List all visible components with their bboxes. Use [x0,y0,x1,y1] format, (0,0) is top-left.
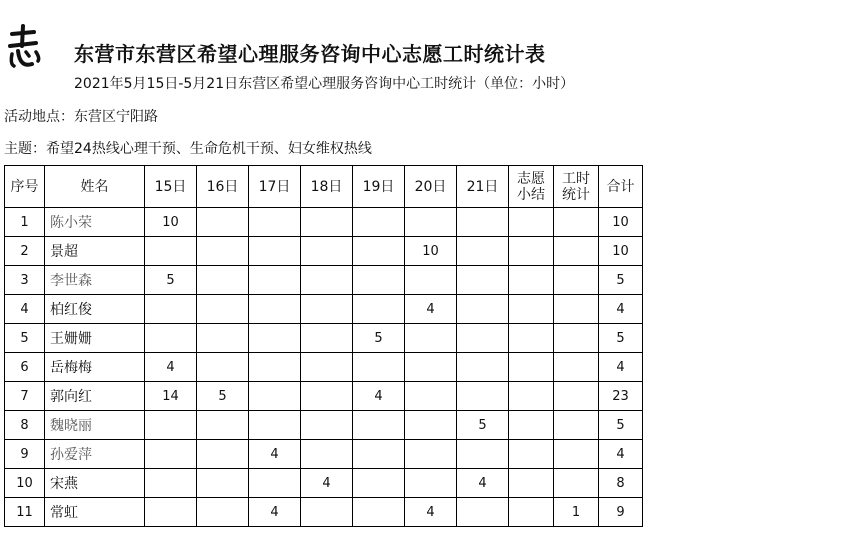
row-total-cell: 4 [599,295,643,324]
hours-18-cell [301,411,353,440]
header-label: 20日 [414,178,447,195]
activity-location: 活动地点：东营区宁阳路 [4,109,158,125]
hours-18-cell [301,498,353,527]
volunteer-name-cell: 魏晓丽 [45,411,145,440]
volunteer-name-cell: 宋燕 [45,469,145,498]
hours-18-cell [301,208,353,237]
row-total-cell: 10 [599,237,643,266]
hours-16-cell [197,469,249,498]
header-col-19 [353,166,405,208]
activity-theme: 主题：希望24热线心理干预、生命危机干预、妇女维权热线 [4,141,372,157]
hours-19-cell [353,498,405,527]
row-index-cell: 9 [5,440,45,469]
volunteer-summary-cell [509,324,554,353]
header-label: 21日 [466,178,499,195]
hours-16-cell [197,295,249,324]
hours-19-cell: 4 [353,382,405,411]
hours-21-cell: 4 [457,469,509,498]
hour-stat-cell [554,237,599,266]
hours-19-cell [353,469,405,498]
hours-17-cell [249,411,301,440]
hours-19-cell [353,440,405,469]
row-index-cell: 8 [5,411,45,440]
header-col-15 [145,166,197,208]
row-index-cell: 1 [5,208,45,237]
hours-15-cell [145,411,197,440]
table-row [5,469,643,498]
hours-17-cell [249,353,301,382]
hours-15-cell: 5 [145,266,197,295]
hours-18-cell [301,295,353,324]
hours-16-cell [197,208,249,237]
header-label: 18日 [310,178,343,195]
table-row [5,411,643,440]
row-index-cell: 11 [5,498,45,527]
hours-21-cell [457,440,509,469]
hours-20-cell [405,266,457,295]
header-col-name [45,166,145,208]
header-col-hours [554,166,599,208]
header-col-17 [249,166,301,208]
hours-15-cell [145,324,197,353]
hours-16-cell [197,237,249,266]
header-label: 16日 [206,178,239,195]
hours-18-cell [301,440,353,469]
hour-stat-cell [554,324,599,353]
table-row [5,440,643,469]
volunteer-name-cell: 柏红俊 [45,295,145,324]
hours-17-cell [249,469,301,498]
hours-20-cell [405,440,457,469]
hours-21-cell [457,324,509,353]
hour-stat-cell [554,208,599,237]
hours-20-cell [405,353,457,382]
hour-stat-cell: 1 [554,498,599,527]
hours-19-cell [353,411,405,440]
header-label: 19日 [362,178,395,195]
hours-17-cell [249,382,301,411]
hours-15-cell: 4 [145,353,197,382]
row-index-cell: 7 [5,382,45,411]
hours-16-cell [197,353,249,382]
table-row [5,353,643,382]
hours-20-cell: 4 [405,498,457,527]
hours-19-cell [353,295,405,324]
row-total-cell: 4 [599,353,643,382]
hours-17-cell [249,237,301,266]
hours-15-cell [145,440,197,469]
hours-19-cell [353,266,405,295]
hours-15-cell [145,498,197,527]
hours-17-cell [249,324,301,353]
header-label: 姓名 [80,178,109,195]
hours-20-cell: 4 [405,295,457,324]
hour-stat-cell [554,411,599,440]
hours-17-cell: 4 [249,498,301,527]
table-row [5,295,643,324]
hours-18-cell [301,324,353,353]
hours-20-cell: 10 [405,237,457,266]
volunteer-summary-cell [509,411,554,440]
hours-17-cell [249,208,301,237]
hours-15-cell: 14 [145,382,197,411]
hours-21-cell [457,237,509,266]
header-col-summary [509,166,554,208]
hours-21-cell: 5 [457,411,509,440]
hour-stat-cell [554,353,599,382]
hour-stat-cell [554,295,599,324]
header-label: 15日 [154,178,187,195]
hours-19-cell: 5 [353,324,405,353]
hours-18-cell [301,237,353,266]
volunteer-summary-cell [509,353,554,382]
row-index-cell: 10 [5,469,45,498]
volunteer-name-cell: 陈小荣 [45,208,145,237]
volunteer-name-cell: 景超 [45,237,145,266]
volunteer-summary-cell [509,237,554,266]
volunteer-name-cell: 李世森 [45,266,145,295]
volunteer-summary-cell [509,295,554,324]
row-index-cell: 5 [5,324,45,353]
table-row [5,498,643,527]
row-total-cell: 5 [599,324,643,353]
hours-21-cell [457,498,509,527]
page-subtitle: 2021年5月15日-5月21日东营区希望心理服务咨询中心工时统计（单位：小时） [74,76,575,92]
hours-15-cell: 10 [145,208,197,237]
hours-21-cell [457,208,509,237]
header-col-16 [197,166,249,208]
hours-19-cell [353,237,405,266]
hours-15-cell [145,469,197,498]
hours-16-cell [197,411,249,440]
hours-17-cell [249,295,301,324]
row-index-cell: 6 [5,353,45,382]
hours-21-cell [457,266,509,295]
hours-20-cell [405,469,457,498]
hours-20-cell [405,411,457,440]
volunteer-name-cell: 郭向红 [45,382,145,411]
table-row [5,324,643,353]
hours-18-cell: 4 [301,469,353,498]
row-total-cell: 23 [599,382,643,411]
volunteer-logo-icon [4,24,46,84]
hours-15-cell [145,237,197,266]
table-row [5,237,643,266]
row-index-cell: 3 [5,266,45,295]
hours-17-cell: 4 [249,440,301,469]
row-total-cell: 10 [599,208,643,237]
hours-18-cell [301,382,353,411]
row-total-cell: 5 [599,266,643,295]
volunteer-summary-cell [509,469,554,498]
header-label: 小结 [517,186,545,203]
volunteer-name-cell: 王姗姗 [45,324,145,353]
hours-21-cell [457,295,509,324]
header-label: 合计 [606,178,635,195]
header-col-20 [405,166,457,208]
volunteer-logo-graphic [4,24,46,72]
header-label: 工时 [562,170,590,187]
hour-stat-cell [554,440,599,469]
hours-16-cell [197,498,249,527]
volunteer-name-cell: 孙爱萍 [45,440,145,469]
header-label: 统计 [562,186,590,203]
hours-17-cell [249,266,301,295]
hours-16-cell: 5 [197,382,249,411]
table-body [5,208,643,527]
hours-19-cell [353,208,405,237]
hour-stat-cell [554,469,599,498]
hours-16-cell [197,440,249,469]
row-total-cell: 5 [599,411,643,440]
row-total-cell: 4 [599,440,643,469]
hours-16-cell [197,266,249,295]
hours-18-cell [301,266,353,295]
volunteer-summary-cell [509,208,554,237]
hours-21-cell [457,353,509,382]
hours-20-cell [405,382,457,411]
header-col-index [5,166,45,208]
header-label: 17日 [258,178,291,195]
row-total-cell: 8 [599,469,643,498]
volunteer-summary-cell [509,440,554,469]
hour-stat-cell [554,266,599,295]
hours-19-cell [353,353,405,382]
row-total-cell: 9 [599,498,643,527]
page-title: 东营市东营区希望心理服务咨询中心志愿工时统计表 [74,42,546,66]
row-index-cell: 2 [5,237,45,266]
volunteer-summary-cell [509,498,554,527]
header-label: 志愿 [517,170,545,187]
hours-20-cell [405,208,457,237]
hours-table [4,165,643,527]
table-row [5,266,643,295]
row-index-cell: 4 [5,295,45,324]
volunteer-name-cell: 岳梅梅 [45,353,145,382]
header-label: 序号 [10,178,39,195]
table-row [5,382,643,411]
hour-stat-cell [554,382,599,411]
header-col-total [599,166,643,208]
header-col-21 [457,166,509,208]
table-header-row [5,166,643,208]
volunteer-summary-cell [509,266,554,295]
hours-16-cell [197,324,249,353]
table-row [5,208,643,237]
volunteer-summary-cell [509,382,554,411]
hours-21-cell [457,382,509,411]
hours-15-cell [145,295,197,324]
header-col-18 [301,166,353,208]
hours-18-cell [301,353,353,382]
volunteer-name-cell: 常虹 [45,498,145,527]
hours-20-cell [405,324,457,353]
